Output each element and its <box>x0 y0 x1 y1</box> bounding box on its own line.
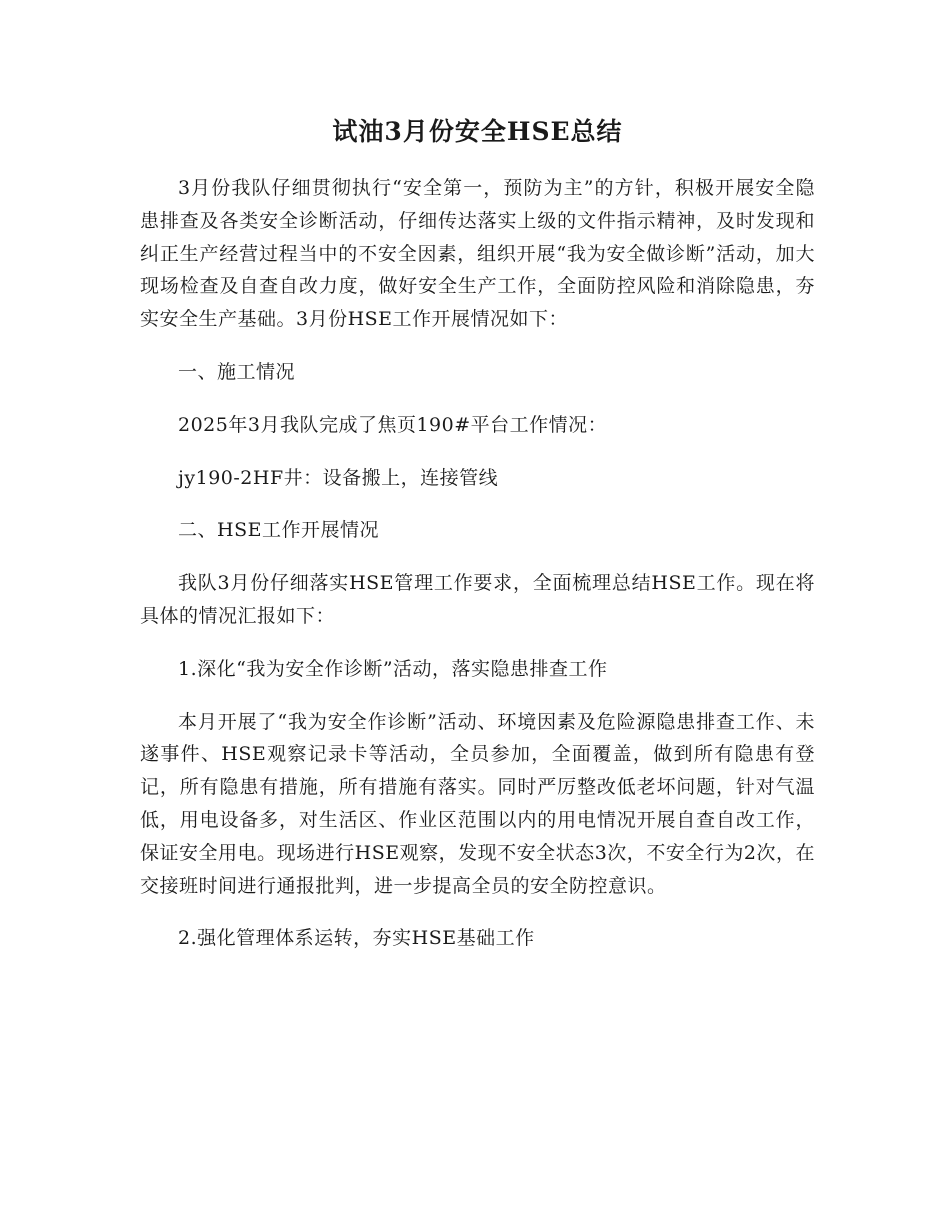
section2-heading: 二、HSE工作开展情况 <box>178 519 379 542</box>
item1-heading: 1.深化“我为安全作诊断”活动，落实隐患排查工作 <box>178 657 608 680</box>
document-title: 试油3月份安全HSE总结 <box>332 117 623 146</box>
item1-body-paragraph: 本月开展了“我为安全作诊断”活动、环境因素及危险源隐患排查工作、未遂事件、HSE观察记录卡等活动，全员参加，全面覆盖，做到所有隐患有登记，所有隐患有措施，所有措施有落实。同时严厉整改低老坏问题，针对气温低，用电设备多，对生活区、作业区范围以内的用电情况开展自查自改工作，保证安全用电。现场进行HSE观察，发现不安全状态3次，不安全行为2次，在交接班时间进行通报批判，进一步提高全员的安全防控意识。 <box>140 710 815 897</box>
section2-intro-paragraph: 我队3月份仔细落实HSE管理工作要求，全面梳理总结HSE工作。现在将具体的情况汇报如下： <box>140 572 815 627</box>
item2-heading: 2.强化管理体系运转，夯实HSE基础工作 <box>178 927 535 950</box>
intro-paragraph: 3月份我队仔细贯彻执行“安全第一，预防为主”的方针，积极开展安全隐患排查及各类安全诊断活动，仔细传达落实上级的文件指示精神，及时发现和纠正生产经营过程当中的不安全因素，组织开展“我为安全做诊断”活动，加大现场检查及自查自改力度，做好安全生产工作，全面防控风险和消除隐患，夯实安全生产基础。3月份HSE工作开展情况如下： <box>140 177 815 331</box>
section1-line2: jy190-2HF井：设备搬上，连接管线 <box>178 466 499 489</box>
section1-heading: 一、施工情况 <box>178 360 296 383</box>
section1-line1: 2025年3月我队完成了焦页190#平台工作情况： <box>178 413 608 436</box>
document-page <box>140 112 815 955</box>
